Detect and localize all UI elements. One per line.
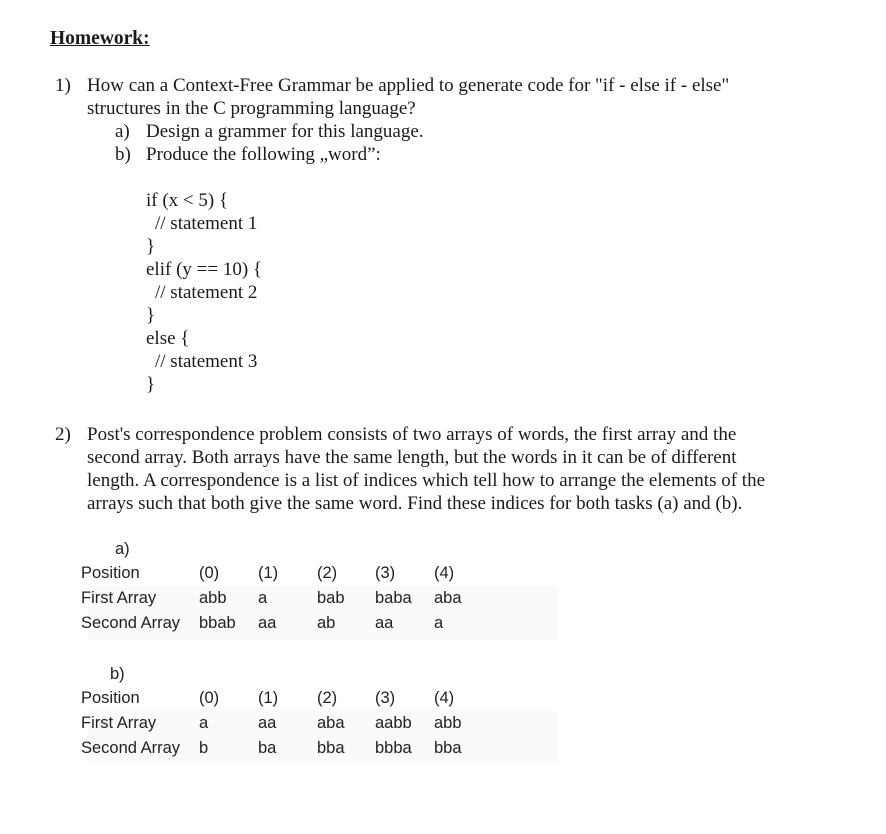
table-cell: (3) — [375, 564, 396, 582]
question-1-text — [87, 74, 807, 120]
table-cell: bba — [434, 739, 462, 757]
code-line: if (x < 5) { — [146, 190, 229, 211]
table-row — [81, 611, 474, 636]
code-line: // statement 1 — [155, 213, 258, 234]
table-cell: (2) — [317, 564, 338, 582]
table-cell: bba — [317, 739, 345, 757]
task-a-table — [81, 561, 474, 636]
code-line: } — [146, 305, 156, 326]
table-cell: b — [199, 739, 209, 757]
code-line: // statement 2 — [155, 282, 258, 303]
table-cell: a — [434, 614, 444, 632]
table-cell: bbba — [375, 739, 412, 757]
question-2-number: 2) — [55, 424, 71, 445]
code-line: else { — [146, 328, 190, 349]
table-cell: baba — [375, 589, 412, 607]
question-1-line: structures in the C programming language? — [87, 98, 416, 119]
table-cell: (4) — [434, 689, 455, 707]
question-1-number: 1) — [55, 75, 71, 96]
table-cell: Second Array — [81, 739, 181, 757]
question-2-line: arrays such that both give the same word. Find these indices for both tasks (a) and (b). — [87, 493, 743, 514]
table-row — [81, 736, 474, 761]
table-cell: aba — [317, 714, 345, 732]
table-cell: (1) — [258, 689, 279, 707]
table-cell: (1) — [258, 564, 279, 582]
question-1-line: How can a Context-Free Grammar be applied to generate code for "if - else if - else" — [87, 75, 730, 96]
table-cell: aa — [375, 614, 394, 632]
table-cell: abb — [434, 714, 462, 732]
table-cell: First Array — [81, 589, 157, 607]
question-1b-letter: b) — [115, 144, 131, 165]
question-1a-text: Design a grammer for this language. — [146, 121, 424, 142]
question-1a-letter: a) — [115, 121, 130, 142]
table-cell: Position — [81, 564, 140, 582]
code-line: } — [146, 374, 156, 395]
task-a-label: a) — [115, 540, 130, 558]
table-cell: ba — [258, 739, 277, 757]
question-2-line: length. A correspondence is a list of indices which tell how to arrange the elements of the — [87, 470, 765, 491]
table-cell: (2) — [317, 689, 338, 707]
table-cell: a — [199, 714, 209, 732]
table-cell: (4) — [434, 564, 455, 582]
table-cell: Second Array — [81, 614, 181, 632]
table-cell: abb — [199, 589, 227, 607]
task-b-table — [81, 686, 474, 761]
table-row — [81, 711, 474, 736]
table-cell: bab — [317, 589, 345, 607]
table-cell: aa — [258, 714, 277, 732]
table-cell: First Array — [81, 714, 157, 732]
task-b-label: b) — [110, 665, 125, 683]
table-cell: (0) — [199, 564, 220, 582]
page-title: Homework: — [50, 28, 150, 49]
code-line: elif (y == 10) { — [146, 259, 263, 280]
code-line: // statement 3 — [155, 351, 258, 372]
table-cell: aabb — [375, 714, 412, 732]
table-cell: aba — [434, 589, 462, 607]
table-cell: (0) — [199, 689, 220, 707]
question-2-line: second array. Both arrays have the same length, but the words in it can be of different — [87, 447, 737, 468]
table-row — [81, 686, 474, 711]
code-line: } — [146, 236, 156, 257]
table-row — [81, 561, 474, 586]
table-cell: bbab — [199, 614, 236, 632]
table-cell: ab — [317, 614, 336, 632]
table-cell: a — [258, 589, 268, 607]
table-cell: Position — [81, 689, 140, 707]
question-1b-text: Produce the following „word”: — [146, 144, 381, 165]
table-cell: aa — [258, 614, 277, 632]
question-2-text — [87, 423, 807, 515]
table-row — [81, 586, 474, 611]
table-cell: (3) — [375, 689, 396, 707]
question-2-line: Post's correspondence problem consists of two arrays of words, the first array and the — [87, 424, 737, 445]
